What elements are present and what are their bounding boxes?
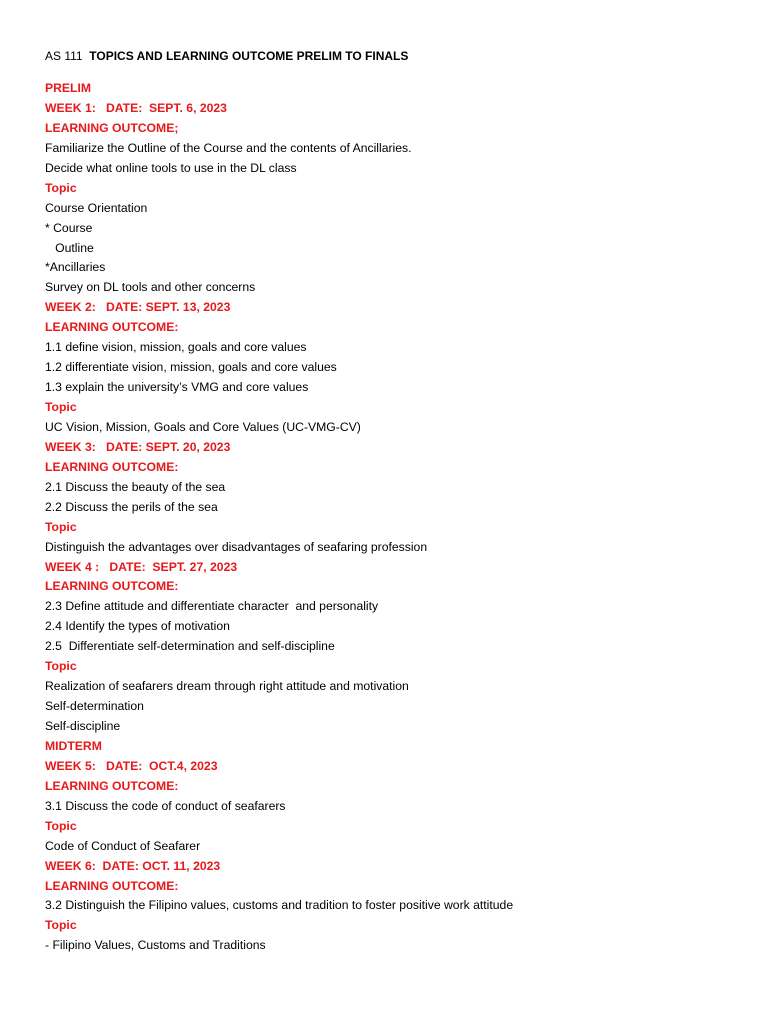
term-heading: PRELIM bbox=[45, 81, 92, 95]
body-text-line: 1.1 define vision, mission, goals and core values bbox=[45, 340, 307, 355]
body-text-line: Code of Conduct of Seafarer bbox=[45, 838, 201, 853]
body-text-line: Decide what online tools to use in the DL class bbox=[45, 160, 297, 175]
document-title: TOPICS AND LEARNING OUTCOME PRELIM TO FINALS bbox=[89, 49, 409, 63]
week-date-heading: WEEK 2: DATE: SEPT. 13, 2023 bbox=[45, 300, 231, 315]
learning-outcome-heading: LEARNING OUTCOME: bbox=[45, 579, 179, 594]
body-text-line: 3.2 Distinguish the Filipino values, customs and tradition to foster positive work attitude bbox=[45, 898, 514, 913]
topic-heading: Topic bbox=[45, 180, 77, 195]
body-text-line: 2.1 Discuss the beauty of the sea bbox=[45, 479, 226, 494]
body-text-line: Distinguish the advantages over disadvantages of seafaring profession bbox=[45, 539, 428, 554]
topic-heading: Topic bbox=[45, 918, 77, 933]
body-text-line: 2.5 Differentiate self-determination and self-discipline bbox=[45, 639, 335, 654]
body-text-line: 3.1 Discuss the code of conduct of seafarers bbox=[45, 798, 286, 813]
document-heading bbox=[45, 46, 408, 66]
learning-outcome-heading: LEARNING OUTCOME: bbox=[45, 459, 179, 474]
topic-heading: Topic bbox=[45, 818, 77, 833]
body-text-line: Course Orientation bbox=[45, 200, 148, 215]
term-heading: MIDTERM bbox=[45, 738, 102, 753]
week-date-heading: WEEK 1: DATE: SEPT. 6, 2023 bbox=[45, 100, 227, 115]
body-text-line: Realization of seafarers dream through right attitude and motivation bbox=[45, 679, 409, 694]
document-body bbox=[45, 79, 748, 956]
body-text-line: Outline bbox=[45, 240, 94, 255]
body-text-line: 2.2 Discuss the perils of the sea bbox=[45, 499, 218, 514]
body-text-line: 1.2 differentiate vision, mission, goals and core values bbox=[45, 360, 337, 375]
body-text-line: - Filipino Values, Customs and Traditions bbox=[45, 938, 266, 953]
learning-outcome-heading: LEARNING OUTCOME: bbox=[45, 778, 179, 793]
body-text-line: 2.4 Identify the types of motivation bbox=[45, 619, 230, 634]
topic-heading: Topic bbox=[45, 659, 77, 674]
learning-outcome-heading: LEARNING OUTCOME; bbox=[45, 120, 179, 135]
course-code: AS 111 bbox=[45, 49, 83, 63]
body-text-line: Self-determination bbox=[45, 699, 144, 714]
body-text-line: 2.3 Define attitude and differentiate character and personality bbox=[45, 599, 379, 614]
week-date-heading: WEEK 4 : DATE: SEPT. 27, 2023 bbox=[45, 559, 238, 574]
body-text-line: Familiarize the Outline of the Course and the contents of Ancillaries. bbox=[45, 140, 412, 155]
topic-heading: Topic bbox=[45, 519, 77, 534]
body-text-line: Survey on DL tools and other concerns bbox=[45, 280, 256, 295]
week-date-heading: WEEK 3: DATE: SEPT. 20, 2023 bbox=[45, 439, 231, 454]
topic-heading: Topic bbox=[45, 400, 77, 414]
body-text-line: UC Vision, Mission, Goals and Core Values (UC-VMG-CV) bbox=[45, 419, 361, 434]
body-text-line: 1.3 explain the university’s VMG and core values bbox=[45, 380, 309, 395]
body-text-line: * Course bbox=[45, 220, 93, 235]
learning-outcome-heading: LEARNING OUTCOME: bbox=[45, 878, 179, 893]
body-text-line: *Ancillaries bbox=[45, 260, 106, 275]
week-date-heading: WEEK 5: DATE: OCT.4, 2023 bbox=[45, 758, 218, 773]
week-date-heading: WEEK 6: DATE: OCT. 11, 2023 bbox=[45, 858, 221, 873]
body-text-line: Self-discipline bbox=[45, 719, 121, 733]
learning-outcome-heading: LEARNING OUTCOME: bbox=[45, 320, 179, 335]
